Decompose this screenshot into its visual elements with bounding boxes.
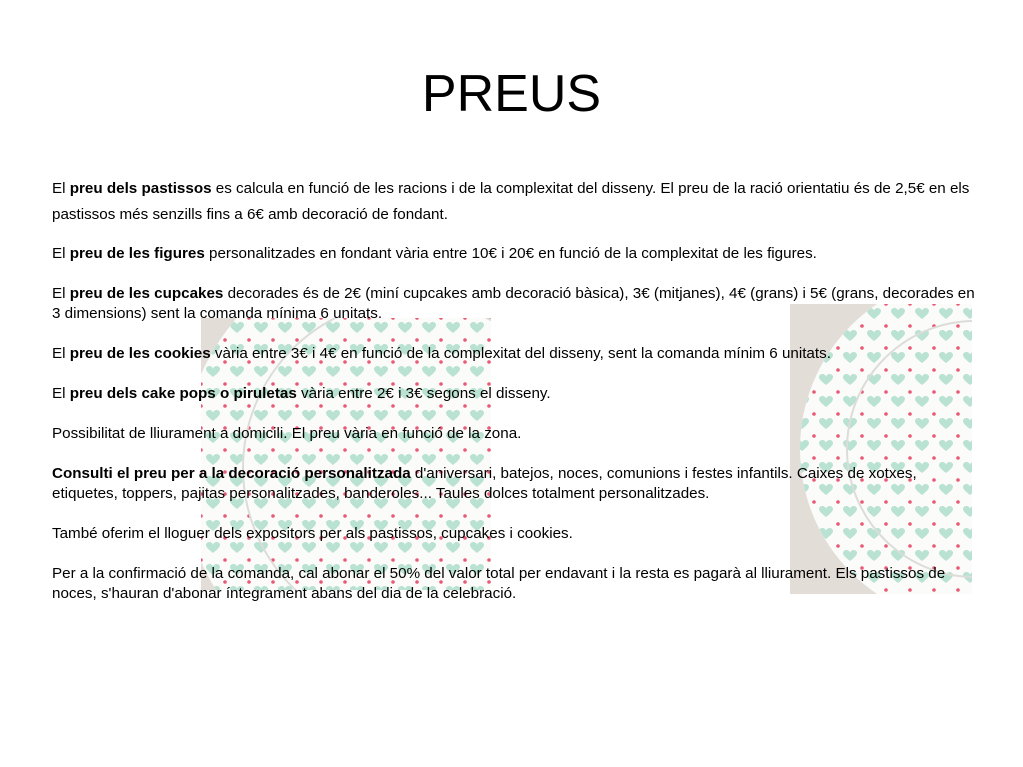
paragraph-figures bbox=[52, 244, 982, 264]
paragraph-bold: Consulti el preu per a la decoració personalitzada bbox=[52, 465, 411, 482]
paragraph-text: El bbox=[52, 245, 70, 262]
paragraph-text: personalitzades en fondant vària entre 10€ i 20€ en funció de la complexitat de les figures. bbox=[204, 245, 817, 262]
paragraph-cookies bbox=[52, 344, 982, 364]
paragraph-text: El bbox=[52, 285, 70, 302]
paragraph-cake-pops bbox=[52, 384, 982, 404]
paragraph-delivery: Possibilitat de lliurament a domicili. El preu vària en funció de la zona. bbox=[52, 425, 522, 442]
paragraph-rental: També oferim el lloguer dels expositors per als pastissos, cupcakes i cookies. bbox=[52, 525, 573, 542]
paragraph-text: El bbox=[52, 180, 70, 197]
paragraph-text: decorades és de 2€ (miní cupcakes amb decoració bàsica), 3€ (mitjanes), 4€ (grans) i 5€ (grans, decorades en 3 dimensions) sent la comanda mínima 6 unitats. bbox=[52, 285, 975, 322]
paragraph-bold: preu dels pastissos bbox=[69, 180, 212, 197]
paragraph-text: vària entre 3€ i 4€ en funció de la complexitat del disseny, sent la comanda mínim 6 unitats. bbox=[210, 345, 831, 362]
paragraph-text: vària entre 2€ i 3€ segons el disseny. bbox=[296, 385, 551, 402]
paragraph-text: es calcula en funció de les racions i de la complexitat del disseny. El preu de la ració orientatiu és de 2,5€ en els pastissos més senzills fins a 6€ amb decoració de fondant. bbox=[52, 180, 970, 223]
paragraph-bold: preu de les cookies bbox=[69, 345, 211, 362]
price-text-block bbox=[52, 176, 982, 604]
paragraph-custom-decoration bbox=[52, 464, 982, 504]
paragraph-text: El bbox=[52, 345, 70, 362]
paragraph-bold: preu de les cupcakes bbox=[69, 285, 224, 302]
paragraph-cupcakes bbox=[52, 284, 982, 324]
paragraph-cakes bbox=[52, 176, 982, 228]
paragraph-text: d'aniversari, batejos, noces, comunions i festes infantils. Caixes de xotxes, etiquetes, toppers, pajitas personalitzades, banderoles... Taules dolces totalment personalitzades. bbox=[52, 465, 917, 502]
paragraph-bold: preu de les figures bbox=[69, 245, 205, 262]
page-title: PREUS bbox=[421, 65, 602, 123]
paragraph-confirmation: Per a la confirmació de la comanda, cal abonar el 50% del valor total per endavant i la resta es pagarà al lliurament. Els pastissos de noces, s'hauran d'abonar íntegrament abans del dia de la celebració. bbox=[52, 565, 946, 602]
paragraph-text: El bbox=[52, 385, 70, 402]
paragraph-bold: preu dels cake pops o piruletas bbox=[69, 385, 297, 402]
